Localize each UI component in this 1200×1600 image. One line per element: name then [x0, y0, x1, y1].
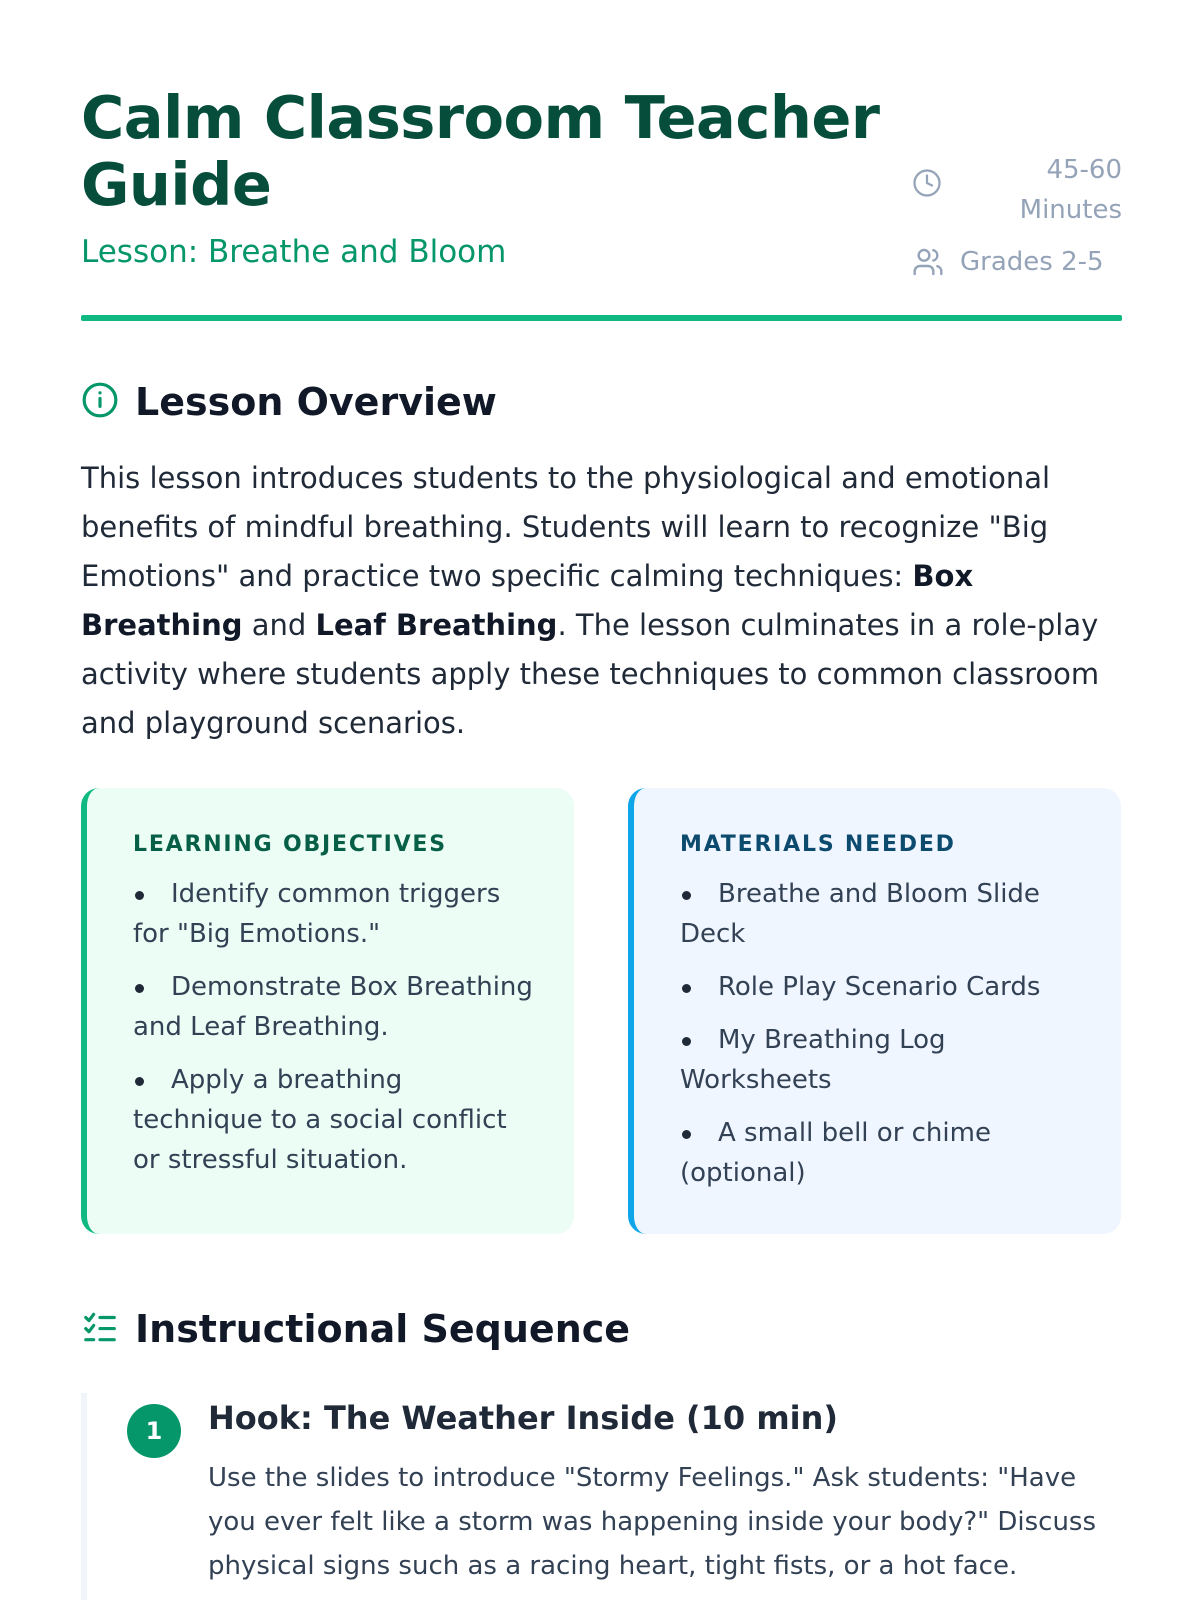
objectives-heading: LEARNING OBJECTIVES [133, 832, 447, 857]
grades-meta [912, 242, 1122, 282]
materials-heading: MATERIALS NEEDED [680, 832, 956, 857]
step-title: Hook: The Weather Inside (10 min) [208, 1399, 839, 1437]
lesson-subtitle: Lesson: Breathe and Bloom [81, 234, 507, 270]
guide-header [81, 84, 1122, 320]
learning-objectives-card [81, 788, 574, 1234]
box-breathing-term: Box Breathing [81, 559, 974, 642]
overview-text-1: This lesson introduces students to the physiological and emotional benefits of mindful breathing. Students will learn to recognize "Big Emotions" and practice two specific calming techniques: [81, 461, 1051, 593]
step-description: Use the slides to introduce "Stormy Feelings." Ask students: "Have you ever felt like a storm was happening inside your body?" Discuss physical signs such as a racing heart, tight fists, or a hot face. [208, 1463, 1097, 1581]
step-number-badge: 1 [127, 1404, 181, 1458]
objectives-list [133, 874, 534, 1180]
overview-text-3: . The lesson culminates in a role-play activity where students apply these techniques to common classroom and playground scenarios. [81, 608, 1100, 740]
sequence-heading-text: Instructional Sequence [135, 1307, 631, 1351]
list-item: Apply a breathing technique to a social conflict or stressful situation. [133, 1060, 534, 1180]
duration-meta [912, 150, 1122, 238]
overview-heading-text: Lesson Overview [135, 380, 497, 424]
list-item: My Breathing Log Worksheets [680, 1020, 1081, 1100]
sequence-heading [81, 1304, 630, 1354]
leaf-breathing-term: Leaf Breathing [315, 608, 558, 642]
materials-needed-card [628, 788, 1121, 1234]
overview-paragraph [81, 454, 1122, 748]
clock-icon [912, 168, 942, 202]
grades-text: Grades 2-5 [960, 247, 1104, 277]
list-item: Demonstrate Box Breathing and Leaf Breathing. [133, 967, 534, 1047]
info-circle-icon [81, 381, 119, 423]
list-item: Role Play Scenario Cards [680, 967, 1081, 1007]
header-divider [81, 315, 1122, 321]
sequence-rail [81, 1393, 87, 1600]
list-item: A small bell or chime (optional) [680, 1113, 1081, 1193]
page-title: Calm Classroom Teacher Guide [81, 83, 880, 219]
materials-list [680, 874, 1081, 1193]
checklist-icon [81, 1308, 119, 1350]
list-item: Breathe and Bloom Slide Deck [680, 874, 1081, 954]
overview-text-2: and [242, 608, 316, 642]
overview-heading [81, 377, 497, 427]
list-item: Identify common triggers for "Big Emotions." [133, 874, 534, 954]
users-icon [912, 246, 944, 282]
duration-text: 45-60 Minutes [1019, 155, 1122, 225]
